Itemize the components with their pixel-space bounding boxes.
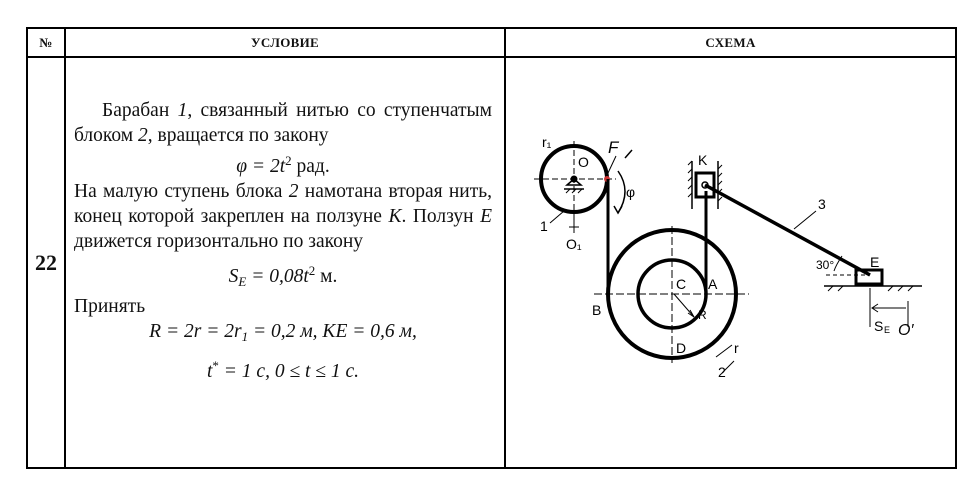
task-number: 22 xyxy=(27,57,65,468)
slider-e xyxy=(856,270,882,284)
label-small-r: r xyxy=(734,340,739,356)
label-b: B xyxy=(592,302,602,318)
label-1: 1 xyxy=(540,218,548,234)
label-o-prime: O′ xyxy=(898,322,914,339)
task-row xyxy=(27,57,956,468)
label-f: F xyxy=(608,138,619,157)
header-row xyxy=(27,28,956,57)
condition-paragraph-1: Барабан 1, связанный нитью со ступенчатым блоком 2, вращается по закону xyxy=(74,100,493,146)
mechanism-diagram xyxy=(506,58,958,462)
label-phi: φ xyxy=(626,184,636,200)
label-k: K xyxy=(698,152,708,168)
label-d: D xyxy=(676,340,687,356)
label-big-r: R xyxy=(698,308,707,322)
accept-label: Принять xyxy=(74,296,146,317)
se-law: $S_E = 0,08t^2$ м. xyxy=(228,263,338,289)
label-se: S xyxy=(874,318,884,334)
label-3: 3 xyxy=(818,196,826,212)
condition-text xyxy=(65,57,505,468)
params-line: $R = 2r = 2r_1 = 0,2$ м, KE = 0,6 м, xyxy=(149,321,417,344)
label-o: O xyxy=(578,154,589,170)
label-30deg: 30° xyxy=(816,258,835,272)
label-se-sub: E xyxy=(884,325,891,335)
label-a: A xyxy=(708,276,718,292)
scheme-cell xyxy=(505,57,956,468)
phi-law: $\varphi = 2t^2$ рад. xyxy=(236,153,330,177)
time-line: t* = 1 с, 0 ≤ t ≤ 1 с. xyxy=(206,358,360,382)
header-scheme: СХЕМА xyxy=(505,28,956,57)
header-number: № xyxy=(27,28,65,57)
label-2: 2 xyxy=(718,364,726,380)
rod-ke xyxy=(705,185,870,275)
header-condition: УСЛОВИЕ xyxy=(65,28,505,57)
label-o1: O₁ xyxy=(566,236,582,252)
label-r1: r₁ xyxy=(542,134,552,150)
label-e: E xyxy=(870,254,880,270)
label-c: C xyxy=(676,276,687,292)
condition-paragraph-2: На малую ступень блока 2 намотана вторая нить, конец которой закреплен на ползуне K. Ползун E движется горизонтально по закону xyxy=(74,181,493,252)
task-table xyxy=(26,27,957,469)
